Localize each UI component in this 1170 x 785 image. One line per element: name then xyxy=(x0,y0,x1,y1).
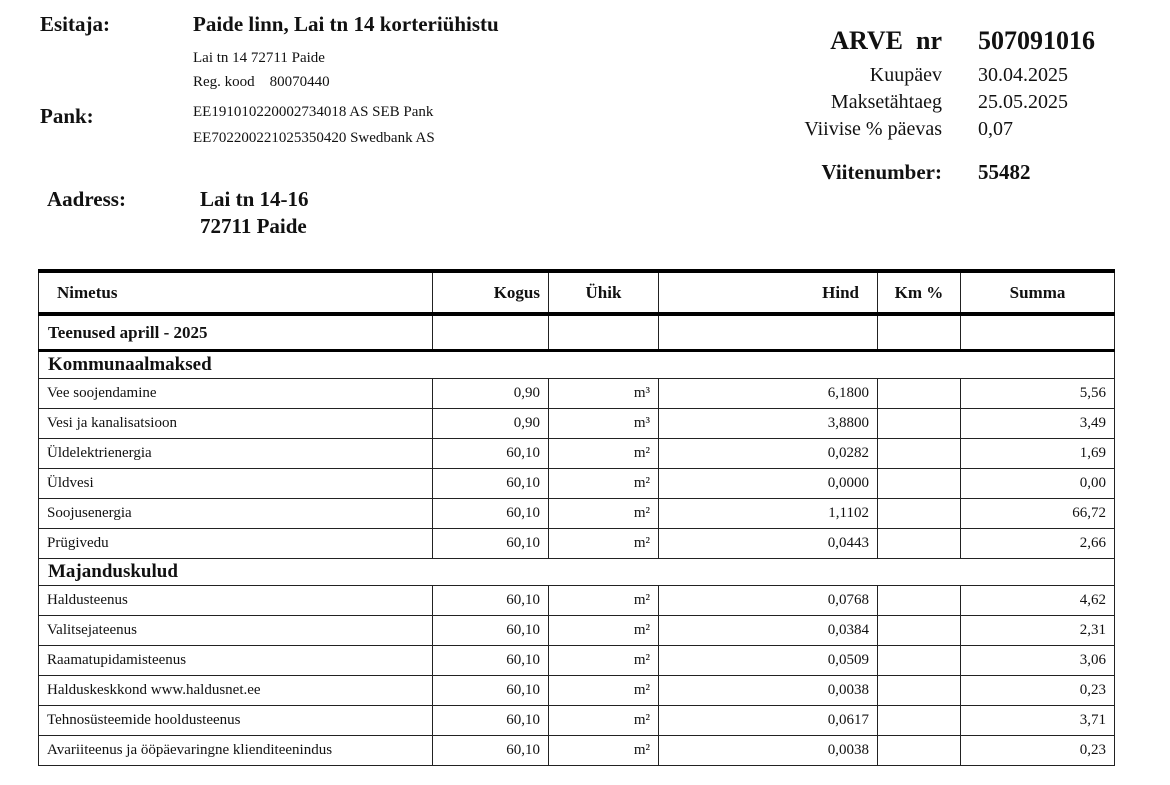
quantity-cell: 60,10 xyxy=(433,646,549,676)
table-row xyxy=(39,646,1115,676)
price-cell: 0,0768 xyxy=(659,586,878,616)
quantity-cell: 60,10 xyxy=(433,676,549,706)
item-name-cell: Soojusenergia xyxy=(39,499,433,529)
invoice-title: ARVE nr xyxy=(830,26,942,55)
item-name-cell: Prügivedu xyxy=(39,529,433,559)
reference-number: 55482 xyxy=(978,160,1031,184)
table-row xyxy=(39,379,1115,409)
unit-cell: m² xyxy=(549,616,659,646)
vat-cell xyxy=(878,616,961,646)
sum-cell: 66,72 xyxy=(961,499,1115,529)
column-header-unit: Ühik xyxy=(549,271,659,314)
seller-name: Paide linn, Lai tn 14 korteriühistu xyxy=(193,12,499,36)
seller-address: Lai tn 14 72711 Paide xyxy=(193,50,325,66)
price-cell: 3,8800 xyxy=(659,409,878,439)
unit-cell: m³ xyxy=(549,409,659,439)
price-cell: 0,0000 xyxy=(659,469,878,499)
period-cell xyxy=(549,314,659,351)
table-row xyxy=(39,676,1115,706)
price-cell: 0,0384 xyxy=(659,616,878,646)
unit-cell: m² xyxy=(549,586,659,616)
price-cell: 6,1800 xyxy=(659,379,878,409)
invoice-date-label: Kuupäev xyxy=(869,64,942,86)
vat-cell xyxy=(878,409,961,439)
sum-cell: 0,23 xyxy=(961,676,1115,706)
quantity-cell: 0,90 xyxy=(433,409,549,439)
section-title: Kommunaalmaksed xyxy=(39,351,1115,379)
invoice-date: 30.04.2025 xyxy=(978,64,1068,86)
sum-cell: 1,69 xyxy=(961,439,1115,469)
quantity-cell: 60,10 xyxy=(433,499,549,529)
vat-cell xyxy=(878,439,961,469)
seller-label: Esitaja: xyxy=(40,12,110,36)
table-row xyxy=(39,469,1115,499)
table-row xyxy=(39,586,1115,616)
address-line1: Lai tn 14-16 xyxy=(200,187,309,211)
sum-cell: 2,31 xyxy=(961,616,1115,646)
quantity-cell: 60,10 xyxy=(433,469,549,499)
item-name-cell: Üldelektrienergia xyxy=(39,439,433,469)
item-name-cell: Vee soojendamine xyxy=(39,379,433,409)
section-row-majanduskulud xyxy=(39,559,1115,586)
sum-cell: 4,62 xyxy=(961,586,1115,616)
unit-cell: m² xyxy=(549,439,659,469)
quantity-cell: 60,10 xyxy=(433,616,549,646)
unit-cell: m² xyxy=(549,469,659,499)
penalty-rate: 0,07 xyxy=(978,118,1013,140)
reference-label: Viitenumber: xyxy=(821,160,942,184)
price-cell: 0,0443 xyxy=(659,529,878,559)
vat-cell xyxy=(878,736,961,766)
price-cell: 0,0509 xyxy=(659,646,878,676)
quantity-cell: 60,10 xyxy=(433,706,549,736)
sum-cell: 2,66 xyxy=(961,529,1115,559)
vat-cell xyxy=(878,646,961,676)
invoice-items-table xyxy=(38,269,1115,766)
table-header-row xyxy=(39,271,1115,314)
sum-cell: 0,23 xyxy=(961,736,1115,766)
price-cell: 0,0282 xyxy=(659,439,878,469)
invoice-number: 507091016 xyxy=(978,26,1095,55)
item-name-cell: Vesi ja kanalisatsioon xyxy=(39,409,433,439)
unit-cell: m² xyxy=(549,706,659,736)
address-line2: 72711 Paide xyxy=(200,214,307,238)
unit-cell: m² xyxy=(549,676,659,706)
item-name-cell: Avariiteenus ja ööpäevaringne klienditeenindus xyxy=(39,736,433,766)
table-row xyxy=(39,409,1115,439)
bank-label: Pank: xyxy=(40,104,94,128)
quantity-cell: 60,10 xyxy=(433,529,549,559)
invoice-due-label: Maksetähtaeg xyxy=(830,91,942,113)
section-title: Majanduskulud xyxy=(39,559,1115,586)
invoice-due-date: 25.05.2025 xyxy=(978,91,1068,113)
section-row-kommunaalmaksed xyxy=(39,351,1115,379)
quantity-cell: 60,10 xyxy=(433,586,549,616)
table-row xyxy=(39,616,1115,646)
period-cell xyxy=(878,314,961,351)
vat-cell xyxy=(878,586,961,616)
period-cell xyxy=(659,314,878,351)
item-name-cell: Valitsejateenus xyxy=(39,616,433,646)
bank-account-seb: EE191010220002734018 AS SEB Pank xyxy=(193,104,434,120)
price-cell: 0,0038 xyxy=(659,676,878,706)
item-name-cell: Halduskeskkond www.haldusnet.ee xyxy=(39,676,433,706)
sum-cell: 5,56 xyxy=(961,379,1115,409)
column-header-sum: Summa xyxy=(961,271,1115,314)
sum-cell: 3,71 xyxy=(961,706,1115,736)
table-row xyxy=(39,706,1115,736)
table-row xyxy=(39,736,1115,766)
quantity-cell: 60,10 xyxy=(433,736,549,766)
price-cell: 1,1102 xyxy=(659,499,878,529)
vat-cell xyxy=(878,499,961,529)
vat-cell xyxy=(878,706,961,736)
period-cell xyxy=(961,314,1115,351)
sum-cell: 3,49 xyxy=(961,409,1115,439)
vat-cell xyxy=(878,676,961,706)
item-name-cell: Üldvesi xyxy=(39,469,433,499)
price-cell: 0,0617 xyxy=(659,706,878,736)
item-name-cell: Tehnosüsteemide hooldusteenus xyxy=(39,706,433,736)
vat-cell xyxy=(878,379,961,409)
quantity-cell: 60,10 xyxy=(433,439,549,469)
unit-cell: m² xyxy=(549,529,659,559)
column-header-price: Hind xyxy=(659,271,878,314)
period-label: Teenused aprill - 2025 xyxy=(39,314,433,351)
period-row xyxy=(39,314,1115,351)
table-row xyxy=(39,529,1115,559)
table-row xyxy=(39,499,1115,529)
bank-account-swedbank: EE702200221025350420 Swedbank AS xyxy=(193,130,435,146)
penalty-label: Viivise % päevas xyxy=(804,118,942,140)
vat-cell xyxy=(878,529,961,559)
address-label: Aadress: xyxy=(47,187,126,211)
item-name-cell: Haldusteenus xyxy=(39,586,433,616)
unit-cell: m² xyxy=(549,499,659,529)
vat-cell xyxy=(878,469,961,499)
column-header-vat: Km % xyxy=(878,271,961,314)
table-row xyxy=(39,439,1115,469)
sum-cell: 0,00 xyxy=(961,469,1115,499)
column-header-quantity: Kogus xyxy=(433,271,549,314)
seller-reg-code: Reg. kood 80070440 xyxy=(193,74,330,90)
unit-cell: m² xyxy=(549,736,659,766)
period-cell xyxy=(433,314,549,351)
quantity-cell: 0,90 xyxy=(433,379,549,409)
sum-cell: 3,06 xyxy=(961,646,1115,676)
unit-cell: m³ xyxy=(549,379,659,409)
price-cell: 0,0038 xyxy=(659,736,878,766)
unit-cell: m² xyxy=(549,646,659,676)
column-header-name: Nimetus xyxy=(39,271,433,314)
item-name-cell: Raamatupidamisteenus xyxy=(39,646,433,676)
